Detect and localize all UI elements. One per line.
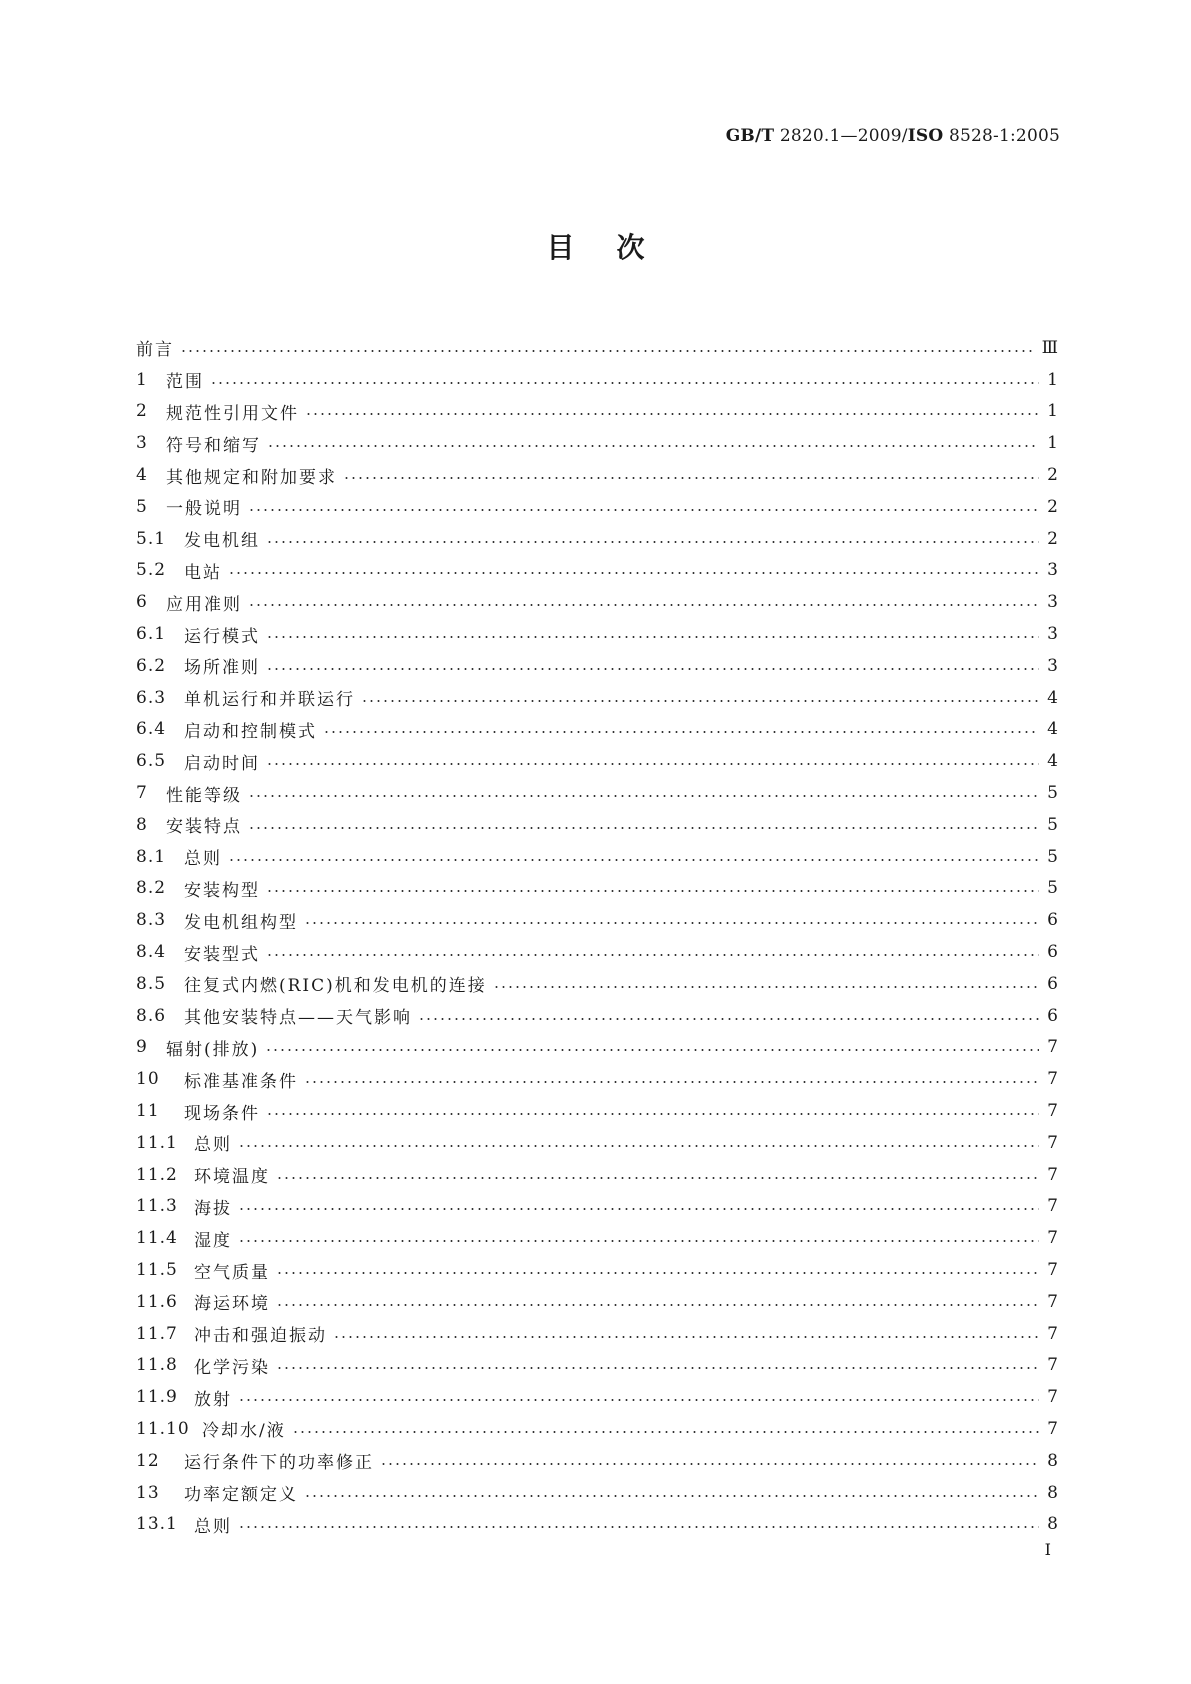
page-title [0, 226, 1191, 266]
toc-entry-number: 8.3 [136, 910, 167, 931]
toc-leader-dots [228, 571, 1039, 575]
toc-entry[interactable] [136, 1000, 1058, 1032]
title-part-1: 目 [546, 231, 575, 264]
toc-entry[interactable] [136, 1445, 1058, 1477]
toc-entry[interactable] [136, 586, 1058, 618]
toc-entry-title: 总则 [194, 1135, 232, 1156]
toc-leader-dots [266, 540, 1039, 544]
toc-entry-title: 安装特点 [166, 817, 242, 838]
toc-entry[interactable] [136, 714, 1058, 746]
toc-entry[interactable] [136, 523, 1058, 555]
toc-leader-dots [343, 476, 1039, 480]
toc-leader-dots [248, 603, 1039, 607]
toc-entry-page: 7 [1047, 1132, 1058, 1153]
toc-entry-title: 往复式内燃(RIC)机和发电机的连接 [184, 976, 487, 997]
toc-entry-title: 其他安装特点——天气影响 [184, 1008, 412, 1029]
toc-entry-page: Ⅲ [1041, 337, 1058, 358]
toc-leader-dots [266, 889, 1039, 893]
toc-entry-page: 4 [1047, 719, 1058, 740]
toc-entry-page: 7 [1047, 1069, 1058, 1090]
toc-entry-page: 7 [1047, 1260, 1058, 1280]
toc-entry[interactable] [136, 650, 1058, 682]
toc-entry[interactable] [136, 682, 1058, 714]
toc-entry-page: 7 [1047, 1291, 1058, 1312]
toc-entry-page: 3 [1047, 655, 1058, 676]
toc-entry-number: 6.4 [136, 719, 167, 740]
toc-leader-dots [238, 1207, 1039, 1211]
toc-entry-number: 11.2 [136, 1164, 178, 1185]
toc-entry-number: 1 [136, 369, 148, 390]
toc-entry-page: 8 [1047, 1482, 1058, 1503]
toc-entry-title: 标准基准条件 [184, 1071, 298, 1092]
toc-entry-page: 7 [1047, 1323, 1058, 1344]
toc-entry-page: 1 [1047, 369, 1058, 390]
toc-entry-title: 辐射(排放) [166, 1039, 260, 1060]
toc-leader-dots [361, 699, 1039, 703]
toc-leader-dots [248, 508, 1039, 512]
toc-entry-number: 8.6 [136, 1005, 167, 1026]
std-code-part-gbt: GB/T [725, 126, 775, 146]
toc-entry-number: 11.8 [136, 1355, 178, 1376]
standard-code-header [726, 126, 1060, 146]
toc-entry-title: 单机运行和并联运行 [184, 690, 355, 711]
toc-entry-title: 范围 [166, 372, 204, 393]
toc-entry[interactable] [136, 396, 1058, 428]
toc-entry-title: 一般说明 [166, 499, 242, 520]
toc-entry-title: 发电机组 [184, 531, 260, 552]
toc-entry-page: 1 [1047, 401, 1058, 422]
toc-entry-page: 7 [1047, 1101, 1058, 1122]
toc-leader-dots [418, 1017, 1039, 1021]
toc-entry-number: 8.4 [136, 942, 167, 963]
toc-leader-dots [228, 858, 1039, 862]
toc-entry-number: 11.10 [136, 1418, 190, 1439]
toc-entry-page: 1 [1047, 433, 1058, 454]
toc-entry-title: 应用准则 [166, 594, 242, 615]
std-code-part-number: 2820.1—2009/ [779, 126, 908, 146]
toc-entry-page: 7 [1047, 1418, 1058, 1439]
toc-leader-dots [238, 1398, 1039, 1402]
toc-entry[interactable] [136, 1508, 1058, 1540]
toc-entry[interactable] [136, 1032, 1058, 1064]
toc-leader-dots [323, 730, 1039, 734]
std-code-part-iso: ISO [907, 126, 944, 146]
toc-entry-page: 3 [1047, 624, 1058, 645]
toc-entry-number: 8 [136, 814, 148, 835]
toc-entry-page: 7 [1047, 1196, 1058, 1217]
toc-leader-dots [266, 762, 1039, 766]
toc-leader-dots [266, 953, 1039, 957]
toc-entry-title: 化学污染 [194, 1357, 270, 1378]
toc-leader-dots [265, 1048, 1039, 1052]
toc-entry[interactable] [136, 873, 1058, 905]
toc-entry-number: 5 [136, 496, 148, 517]
toc-entry-page: 7 [1047, 1228, 1058, 1249]
toc-entry-title: 总则 [184, 849, 222, 870]
toc-entry-title: 其他规定和附加要求 [166, 467, 337, 488]
toc-entry[interactable] [136, 1413, 1058, 1445]
toc-entry-title: 安装构型 [184, 880, 260, 901]
toc-entry-page: 7 [1047, 1387, 1058, 1408]
toc-entry-page: 5 [1047, 846, 1058, 867]
toc-entry-number: 11.3 [136, 1196, 178, 1217]
toc-leader-dots [238, 1239, 1039, 1243]
toc-entry-page: 6 [1047, 942, 1058, 963]
toc-entry-title: 现场条件 [184, 1103, 260, 1124]
toc-leader-dots [276, 1303, 1039, 1307]
toc-leader-dots [276, 1176, 1039, 1180]
toc-entry-number: 4 [136, 465, 148, 486]
toc-entry-page: 5 [1047, 783, 1058, 804]
toc-entry-number: 6 [136, 592, 148, 613]
toc-entry-page: 2 [1047, 496, 1058, 517]
toc-leader-dots [276, 1271, 1039, 1275]
toc-leader-dots [266, 667, 1039, 671]
toc-entry[interactable] [136, 745, 1058, 777]
toc-entry-number: 8.5 [136, 973, 167, 994]
toc-entry-page: 4 [1047, 687, 1058, 708]
toc-entry-number: 5.2 [136, 560, 167, 581]
toc-leader-dots [304, 1494, 1039, 1498]
toc-entry-title: 发电机组构型 [184, 912, 298, 933]
toc-entry-title: 启动和控制模式 [184, 721, 317, 742]
toc-entry-number: 6.3 [136, 687, 167, 708]
toc-entry-page: 6 [1047, 910, 1058, 931]
toc-entry[interactable] [136, 904, 1058, 936]
toc-leader-dots [238, 1525, 1039, 1529]
toc-entry[interactable] [136, 1063, 1058, 1095]
toc-entry-title: 场所准则 [184, 658, 260, 679]
toc-entry-number: 5.1 [136, 528, 167, 549]
toc-entry[interactable] [136, 1350, 1058, 1382]
toc-leader-dots [238, 1144, 1039, 1148]
toc-entry-title: 符号和缩写 [166, 435, 261, 456]
toc-entry-title: 启动时间 [184, 753, 260, 774]
toc-entry-title: 功率定额定义 [184, 1485, 298, 1506]
table-of-contents [136, 332, 1058, 1540]
toc-leader-dots [493, 985, 1039, 989]
toc-entry-page: 2 [1047, 528, 1058, 549]
toc-entry-page: 5 [1047, 878, 1058, 899]
toc-entry[interactable] [136, 1286, 1058, 1318]
toc-entry[interactable] [136, 1222, 1058, 1254]
toc-entry[interactable] [136, 1127, 1058, 1159]
toc-entry-page: 8 [1047, 1514, 1058, 1535]
toc-entry-number: 11.4 [136, 1228, 178, 1249]
page-number: Ⅰ [1044, 1540, 1051, 1559]
toc-entry-page: 6 [1047, 973, 1058, 994]
toc-entry-number: 11.9 [136, 1387, 178, 1408]
toc-entry-page: 4 [1047, 751, 1058, 772]
toc-entry[interactable] [136, 1095, 1058, 1127]
toc-entry[interactable] [136, 427, 1058, 459]
toc-entry-title: 总则 [194, 1516, 232, 1537]
toc-entry-title: 空气质量 [194, 1262, 270, 1283]
toc-entry-page: 3 [1047, 592, 1058, 613]
toc-entry-number: 11.7 [136, 1323, 178, 1344]
toc-leader-dots [380, 1462, 1039, 1466]
toc-entry-number: 9 [136, 1037, 148, 1058]
toc-entry-page: 3 [1047, 560, 1058, 581]
toc-entry[interactable] [136, 364, 1058, 396]
toc-entry[interactable] [136, 1318, 1058, 1350]
toc-entry-number: 13 [136, 1482, 160, 1503]
toc-leader-dots [210, 381, 1039, 385]
toc-entry-number: 6.2 [136, 655, 167, 676]
toc-entry-number: 7 [136, 783, 148, 804]
toc-entry[interactable] [136, 1381, 1058, 1413]
toc-entry-number: 6.5 [136, 751, 167, 772]
toc-entry[interactable] [136, 777, 1058, 809]
toc-entry[interactable] [136, 555, 1058, 587]
toc-entry-number: 11.5 [136, 1260, 178, 1280]
toc-leader-dots [304, 921, 1039, 925]
title-part-2: 次 [616, 231, 645, 264]
toc-entry[interactable] [136, 809, 1058, 841]
toc-leader-dots [333, 1335, 1039, 1339]
toc-entry[interactable] [136, 332, 1058, 364]
toc-entry-title: 运行模式 [184, 626, 260, 647]
toc-leader-dots [180, 349, 1034, 353]
toc-entry-number: 8.2 [136, 878, 167, 899]
toc-leader-dots [248, 794, 1039, 798]
toc-entry[interactable] [136, 1254, 1058, 1286]
toc-entry[interactable] [136, 841, 1058, 873]
toc-entry-title: 安装型式 [184, 944, 260, 965]
toc-entry[interactable] [136, 491, 1058, 523]
toc-entry-page: 5 [1047, 814, 1058, 835]
toc-leader-dots [276, 1366, 1039, 1370]
toc-entry-number: 2 [136, 401, 148, 422]
toc-entry-title: 规范性引用文件 [166, 403, 299, 424]
toc-leader-dots [266, 1112, 1039, 1116]
toc-leader-dots [304, 1080, 1039, 1084]
toc-entry[interactable] [136, 1477, 1058, 1509]
toc-entry-title: 湿度 [194, 1230, 232, 1251]
toc-entry[interactable] [136, 936, 1058, 968]
toc-entry[interactable] [136, 1159, 1058, 1191]
toc-entry-title: 运行条件下的功率修正 [184, 1453, 374, 1474]
toc-entry-number: 8.1 [136, 846, 167, 867]
toc-leader-dots [292, 1430, 1039, 1434]
toc-entry-number: 6.1 [136, 624, 167, 645]
toc-entry-page: 6 [1047, 1005, 1058, 1026]
toc-entry-title: 海拔 [194, 1198, 232, 1219]
toc-entry-number: 11.6 [136, 1291, 178, 1312]
toc-entry-page: 7 [1047, 1355, 1058, 1376]
toc-entry-title: 冲击和强迫振动 [194, 1326, 327, 1347]
toc-entry[interactable] [136, 618, 1058, 650]
toc-entry-title: 性能等级 [166, 785, 242, 806]
toc-entry-page: 2 [1047, 465, 1058, 486]
toc-leader-dots [267, 444, 1039, 448]
toc-entry-number: 11 [136, 1101, 160, 1122]
toc-entry-number: 11.1 [136, 1132, 178, 1153]
toc-entry-page: 7 [1047, 1037, 1058, 1058]
toc-entry-number: 13.1 [136, 1514, 178, 1535]
toc-entry-title: 放射 [194, 1389, 232, 1410]
toc-entry-title: 环境温度 [194, 1167, 270, 1188]
toc-entry-title: 电站 [184, 562, 222, 583]
toc-entry-title: 前言 [136, 340, 174, 361]
toc-entry-title: 冷却水/液 [202, 1421, 286, 1442]
std-code-part-iso-number: 8528-1:2005 [948, 126, 1060, 146]
toc-entry-page: 8 [1047, 1450, 1058, 1471]
toc-entry-number: 10 [136, 1069, 160, 1090]
toc-entry-page: 7 [1047, 1164, 1058, 1185]
toc-entry-title: 海运环境 [194, 1294, 270, 1315]
toc-entry[interactable] [136, 1191, 1058, 1223]
toc-leader-dots [248, 826, 1039, 830]
toc-entry-number: 3 [136, 433, 148, 454]
toc-leader-dots [266, 635, 1039, 639]
toc-leader-dots [305, 412, 1039, 416]
toc-entry[interactable] [136, 968, 1058, 1000]
toc-entry-number: 12 [136, 1450, 160, 1471]
toc-entry[interactable] [136, 459, 1058, 491]
